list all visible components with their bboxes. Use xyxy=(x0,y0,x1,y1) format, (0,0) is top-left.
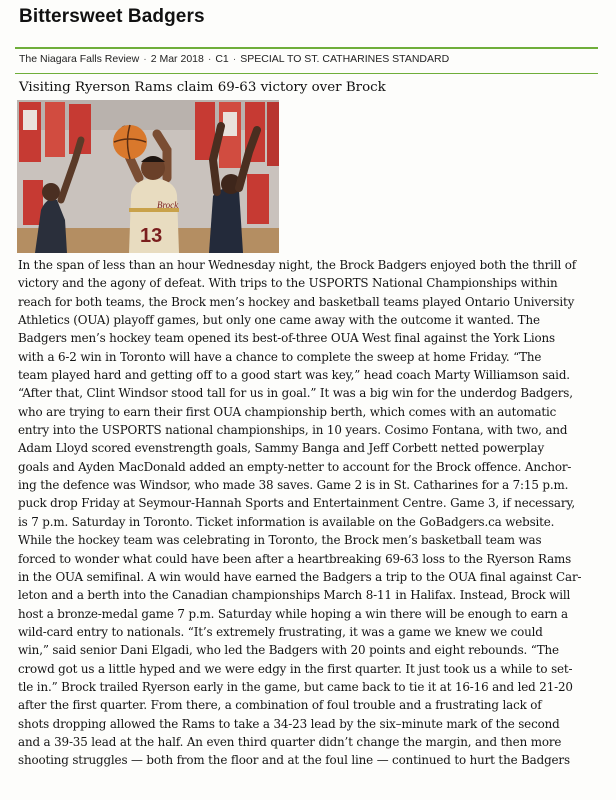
article-body-line: In the span of less than an hour Wednesday night, the Brock Badgers enjoyed both the thrill of xyxy=(18,258,577,272)
article-body-line: tle in.” Brock trailed Ryerson early in the game, but came back to tie it at 16-16 and led 21-20 xyxy=(18,679,573,694)
basketball-photo xyxy=(17,100,279,253)
article-credit: SPECIAL TO ST. CATHARINES STANDARD xyxy=(240,53,450,65)
article-body-line: leton and a berth into the Canadian championships March 8-11 in Halifax. Instead, Brock will xyxy=(18,588,571,603)
article-body-line: in the OUA semifinal. A win would have earned the Badgers a trip to the OUA final against Car- xyxy=(18,569,582,584)
article-body-line: entry into the USPORTS national championships, in 10 years. Cosimo Fontana, with two, and xyxy=(18,423,568,438)
byline-separator: · xyxy=(232,53,237,65)
article-body-line: team played hard and getting off to a good start was key,” head coach Marty Williamson said. xyxy=(18,368,570,383)
publication-name: The Niagara Falls Review xyxy=(19,53,140,65)
article-body-line: wild-card entry to nationals. “It’s extremely frustrating, it was a game we knew we could xyxy=(18,624,543,639)
article-body-line: “After that, Clint Windsor stood tall for us in goal.” It was a big win for the underdog Badgers, xyxy=(18,386,573,401)
jersey-number: 13 xyxy=(140,225,163,247)
byline-separator: · xyxy=(143,53,147,65)
basketball-photo-illustration xyxy=(17,100,279,253)
page-section: C1 xyxy=(215,53,229,65)
article-body xyxy=(18,256,600,770)
article-body-line: with a 6-2 win in Toronto will have a chance to complete the sweep at home Friday. “The xyxy=(18,349,542,364)
article-body-line: is 7 p.m. Saturday in Toronto. Ticket information is available on the GoBadgers.ca website. xyxy=(18,514,555,529)
article-body-line: ing the defence was Windsor, who made 38 saves. Game 2 is in St. Catharines for a 7:15 p.m. xyxy=(18,478,569,493)
bottom-rule xyxy=(15,73,598,74)
article-headline: Bittersweet Badgers xyxy=(19,6,205,27)
photo-caption: Visiting Ryerson Rams claim 69-63 victory over Brock xyxy=(19,80,386,95)
article-body-line: puck drop Friday at Seymour-Hannah Sports and Entertainment Centre. Game 3, if necessary, xyxy=(18,496,576,511)
article-body-line: goals and Ayden MacDonald added an empty-netter to account for the Brock offence. Anchor- xyxy=(18,459,572,474)
article-body-line: host a bronze-medal game 7 p.m. Saturday while hoping a win there will be enough to earn a xyxy=(18,606,568,621)
article-body-line: win,” said senior Dani Elgadi, who led the Badgers with 20 points and eight rebounds. “The xyxy=(18,643,559,658)
article-body-line: reach for both teams, the Brock men’s hockey and basketball teams played Ontario University xyxy=(18,294,575,309)
article-body-line: who are trying to earn their first OUA championship berth, which comes with an automatic xyxy=(18,404,557,419)
publication-date: 2 Mar 2018 xyxy=(150,53,204,65)
article-body-line: victory and the agony of defeat. With trips to the USPORTS National Championships within xyxy=(18,276,558,291)
article-body-line: Athletics (OUA) playoff games, but only one came away with the outcome it wanted. The xyxy=(18,313,540,328)
article-body-line: and a 39-35 lead at the half. An even third quarter didn’t change the margin, and then more xyxy=(18,734,562,749)
article-body-line: crowd got us a little hyped and we were edgy in the first quarter. It just took us a while to set- xyxy=(18,661,573,676)
jersey-text: Brock xyxy=(157,200,179,210)
article-body-line: Badgers men’s hockey team opened its best-of-three OUA West final against the York Lions xyxy=(18,331,555,346)
article-body-line: forced to wonder what could have been after a heartbreaking 69-63 loss to the Ryerson Rams xyxy=(18,551,572,566)
article-body-line: after the first quarter. From there, a combination of foul trouble and a frustrating lack of xyxy=(18,698,542,713)
byline xyxy=(19,53,599,65)
article-body-line: shots dropping allowed the Rams to take a 34-23 lead by the six–minute mark of the second xyxy=(18,716,560,731)
article-body-line: Adam Lloyd scored evenstrength goals, Sammy Banga and Jeff Corbett netted powerplay xyxy=(18,441,545,456)
article-body-line: While the hockey team was celebrating in Toronto, the Brock men’s basketball team was xyxy=(18,533,542,548)
byline-separator: · xyxy=(207,53,212,65)
top-rule xyxy=(15,47,598,49)
article-body-line: shooting struggles — both from the floor and at the foul line — continued to hurt the Badgers xyxy=(18,753,570,768)
